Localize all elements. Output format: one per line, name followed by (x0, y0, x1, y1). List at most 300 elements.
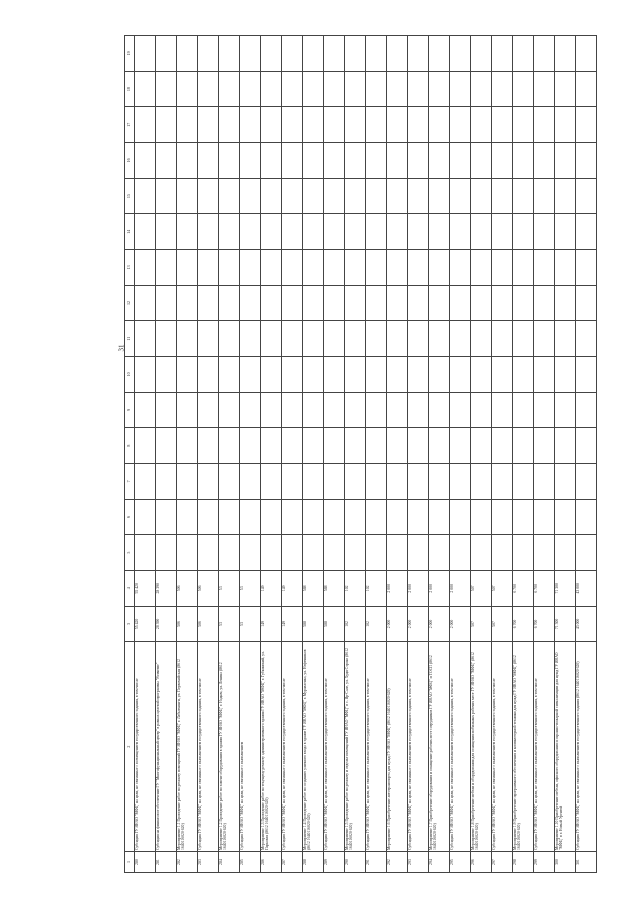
empty-cell (576, 285, 597, 321)
empty-cell (303, 463, 324, 499)
empty-cell (387, 71, 408, 107)
empty-cell (450, 250, 471, 286)
empty-cell (450, 463, 471, 499)
empty-cell (555, 499, 576, 535)
value-cell: 507 (492, 606, 513, 642)
row-description-cell: Мероприятие 1.1 Проведение работ по ремонту помещений ГУ ЯНАО "МФЦ" г. Лабытнанги, ул. Первомайская (8612 1640116020 620) (177, 642, 198, 852)
empty-cell (513, 428, 534, 464)
empty-cell (408, 107, 429, 143)
empty-cell (387, 392, 408, 428)
value-cell: 53 (219, 570, 240, 606)
empty-cell (429, 36, 450, 72)
empty-cell (135, 285, 156, 321)
empty-cell (240, 214, 261, 250)
empty-cell (576, 392, 597, 428)
empty-cell (450, 214, 471, 250)
table-row (345, 36, 366, 873)
empty-cell (261, 143, 282, 179)
table-body (125, 36, 597, 873)
empty-cell (219, 285, 240, 321)
row-number-cell: 301 (576, 852, 597, 873)
empty-cell (429, 107, 450, 143)
empty-cell (408, 250, 429, 286)
empty-cell (555, 392, 576, 428)
empty-cell (219, 107, 240, 143)
empty-cell (282, 392, 303, 428)
empty-cell (366, 463, 387, 499)
value-cell: 588 (324, 570, 345, 606)
empty-cell (471, 71, 492, 107)
empty-cell (177, 535, 198, 571)
empty-cell (303, 250, 324, 286)
empty-cell (366, 428, 387, 464)
empty-cell (177, 499, 198, 535)
row-description-cell: Субсидия ГУ ЯНАО "МФЦ" на цели, не связанные с выполнением государственного задания, в том числе (198, 642, 219, 852)
empty-cell (198, 463, 219, 499)
empty-cell (303, 178, 324, 214)
empty-cell (492, 392, 513, 428)
row-description-cell: Мероприятие 1.2 Проведение работ по замене оборудования в здании ГУ ЯНАО "МФЦ" г. Надым, ул. Ленина (8612 1640116020 620) (219, 642, 240, 852)
empty-cell (261, 428, 282, 464)
empty-cell (492, 499, 513, 535)
empty-cell (471, 250, 492, 286)
empty-cell (303, 107, 324, 143)
empty-cell (345, 357, 366, 393)
empty-cell (429, 428, 450, 464)
empty-cell (303, 71, 324, 107)
empty-cell (429, 214, 450, 250)
empty-cell (324, 357, 345, 393)
empty-cell (345, 499, 366, 535)
value-cell: 2 000 (429, 570, 450, 606)
empty-cell (366, 392, 387, 428)
empty-cell (534, 428, 555, 464)
header-cell: 19 (125, 36, 135, 72)
empty-cell (261, 463, 282, 499)
empty-cell (156, 285, 177, 321)
empty-cell (555, 214, 576, 250)
empty-cell (492, 285, 513, 321)
empty-cell (156, 321, 177, 357)
empty-cell (135, 36, 156, 72)
empty-cell (513, 535, 534, 571)
empty-cell (345, 285, 366, 321)
row-description-cell: Субсидия ГУ ЯНАО "МФЦ" на цели, не связанные с выполнением государственного задания, в том числе (534, 642, 555, 852)
empty-cell (177, 321, 198, 357)
value-cell: 102 (345, 606, 366, 642)
empty-cell (324, 36, 345, 72)
empty-cell (429, 178, 450, 214)
row-number-cell: 295 (450, 852, 471, 873)
header-cell: 9 (125, 392, 135, 428)
empty-cell (135, 499, 156, 535)
empty-cell (135, 321, 156, 357)
empty-cell (387, 178, 408, 214)
row-description-cell: Мероприятие 1.3 Проведение работ по текущему ремонту административного здания ГУ ЯНАО "МФЦ" г. Губкинский, ул. Парковая (8612 1640116020 620) (261, 642, 282, 852)
empty-cell (303, 285, 324, 321)
empty-cell (324, 428, 345, 464)
value-cell: 588 (324, 606, 345, 642)
empty-cell (324, 71, 345, 107)
empty-cell (471, 214, 492, 250)
empty-cell (408, 357, 429, 393)
empty-cell (240, 321, 261, 357)
empty-cell (366, 214, 387, 250)
empty-cell (198, 36, 219, 72)
empty-cell (387, 107, 408, 143)
empty-cell (303, 535, 324, 571)
empty-cell (408, 392, 429, 428)
empty-cell (366, 143, 387, 179)
empty-cell (471, 178, 492, 214)
empty-cell (177, 71, 198, 107)
empty-cell (408, 178, 429, 214)
empty-cell (387, 36, 408, 72)
empty-cell (513, 178, 534, 214)
value-cell: 506 (198, 606, 219, 642)
empty-cell (324, 214, 345, 250)
empty-cell (219, 463, 240, 499)
empty-cell (450, 71, 471, 107)
empty-cell (576, 428, 597, 464)
empty-cell (513, 214, 534, 250)
empty-cell (471, 36, 492, 72)
empty-cell (450, 143, 471, 179)
empty-cell (576, 178, 597, 214)
empty-cell (534, 285, 555, 321)
row-number-cell: 285 (240, 852, 261, 873)
empty-cell (156, 143, 177, 179)
table-row (366, 36, 387, 873)
empty-cell (534, 214, 555, 250)
empty-cell (282, 499, 303, 535)
table-row (513, 36, 534, 873)
empty-cell (387, 535, 408, 571)
empty-cell (324, 143, 345, 179)
row-number-cell: 284 (219, 852, 240, 873)
empty-cell (324, 535, 345, 571)
empty-cell (261, 392, 282, 428)
empty-cell (366, 499, 387, 535)
value-cell: 506 (177, 606, 198, 642)
empty-cell (198, 214, 219, 250)
empty-cell (219, 250, 240, 286)
empty-cell (513, 36, 534, 72)
empty-cell (282, 178, 303, 214)
header-cell: 6 (125, 499, 135, 535)
empty-cell (345, 36, 366, 72)
empty-cell (387, 250, 408, 286)
value-cell: 53 (240, 570, 261, 606)
table-row (282, 36, 303, 873)
value-cell: 2 000 (408, 570, 429, 606)
empty-cell (534, 36, 555, 72)
empty-cell (576, 357, 597, 393)
row-number-cell: 291 (366, 852, 387, 873)
empty-cell (240, 107, 261, 143)
empty-cell (135, 178, 156, 214)
row-number-cell: 298 (513, 852, 534, 873)
empty-cell (555, 321, 576, 357)
value-cell: 588 (303, 570, 324, 606)
empty-cell (156, 499, 177, 535)
empty-cell (156, 392, 177, 428)
empty-cell (219, 392, 240, 428)
empty-cell (387, 143, 408, 179)
empty-cell (261, 535, 282, 571)
header-cell: 5 (125, 535, 135, 571)
empty-cell (156, 428, 177, 464)
empty-cell (303, 357, 324, 393)
empty-cell (513, 285, 534, 321)
empty-cell (282, 535, 303, 571)
empty-cell (534, 321, 555, 357)
value-cell: 2 000 (387, 606, 408, 642)
empty-cell (534, 71, 555, 107)
empty-cell (555, 107, 576, 143)
empty-cell (576, 36, 597, 72)
empty-cell (282, 463, 303, 499)
empty-cell (240, 428, 261, 464)
empty-cell (156, 535, 177, 571)
header-cell: 3 (125, 606, 135, 642)
header-cell: 8 (125, 428, 135, 464)
row-description-cell: Мероприятие 1.9 Приобретение программного обеспечения и компьютерной техники для нужд ГУ ЯНАО "МФЦ" (8612 1640116020 620) (513, 642, 534, 852)
row-number-cell: 290 (345, 852, 366, 873)
empty-cell (177, 214, 198, 250)
empty-cell (240, 36, 261, 72)
empty-cell (198, 392, 219, 428)
table-row (303, 36, 324, 873)
empty-cell (429, 321, 450, 357)
empty-cell (450, 321, 471, 357)
empty-cell (513, 499, 534, 535)
empty-cell (240, 392, 261, 428)
empty-cell (198, 250, 219, 286)
empty-cell (177, 178, 198, 214)
empty-cell (387, 285, 408, 321)
value-cell: 149 (261, 606, 282, 642)
value-cell: 71 300 (555, 570, 576, 606)
empty-cell (534, 357, 555, 393)
empty-cell (513, 321, 534, 357)
empty-cell (555, 463, 576, 499)
empty-cell (450, 285, 471, 321)
empty-cell (492, 321, 513, 357)
value-cell: 2 000 (450, 570, 471, 606)
empty-cell (135, 143, 156, 179)
row-number-cell: 283 (198, 852, 219, 873)
empty-cell (576, 143, 597, 179)
empty-cell (219, 71, 240, 107)
empty-cell (345, 392, 366, 428)
table-row (198, 36, 219, 873)
empty-cell (345, 250, 366, 286)
empty-cell (576, 499, 597, 535)
header-cell: 18 (125, 71, 135, 107)
row-description-cell: Субсидия на финансовое обеспечение ГУ "Многофункциональный центр" в рамках целевой программы "Развитие" (156, 642, 177, 852)
empty-cell (492, 463, 513, 499)
empty-cell (450, 499, 471, 535)
header-cell: 12 (125, 285, 135, 321)
row-number-cell: 293 (408, 852, 429, 873)
header-cell: 13 (125, 250, 135, 286)
table-row (555, 36, 576, 873)
empty-cell (387, 463, 408, 499)
empty-cell (240, 250, 261, 286)
empty-cell (135, 107, 156, 143)
empty-cell (513, 463, 534, 499)
empty-cell (345, 321, 366, 357)
empty-cell (492, 535, 513, 571)
empty-cell (219, 428, 240, 464)
empty-cell (324, 499, 345, 535)
empty-cell (282, 428, 303, 464)
empty-cell (177, 463, 198, 499)
empty-cell (324, 178, 345, 214)
header-cell: 4 (125, 570, 135, 606)
empty-cell (219, 535, 240, 571)
empty-cell (471, 143, 492, 179)
empty-cell (282, 285, 303, 321)
empty-cell (219, 143, 240, 179)
empty-cell (198, 357, 219, 393)
empty-cell (471, 428, 492, 464)
empty-cell (261, 214, 282, 250)
empty-cell (534, 178, 555, 214)
value-cell: 149 (282, 570, 303, 606)
row-number-cell: 292 (387, 852, 408, 873)
empty-cell (492, 36, 513, 72)
empty-cell (303, 214, 324, 250)
row-description-cell: Мероприятие 1.5 Проведение работ по ремонту и отделке помещений ГУ ЯНАО "МФЦ" в с. Яр-Сале, ул. Худи Сэроко (8612 1640116020 620) (345, 642, 366, 852)
empty-cell (387, 499, 408, 535)
table-row (324, 36, 345, 873)
empty-cell (471, 499, 492, 535)
empty-cell (198, 285, 219, 321)
empty-cell (576, 250, 597, 286)
empty-cell (345, 535, 366, 571)
empty-cell (576, 321, 597, 357)
empty-cell (345, 71, 366, 107)
value-cell: 102 (366, 606, 387, 642)
empty-cell (282, 357, 303, 393)
table-row (219, 36, 240, 873)
empty-cell (366, 285, 387, 321)
empty-cell (324, 250, 345, 286)
empty-cell (534, 250, 555, 286)
empty-cell (513, 71, 534, 107)
empty-cell (408, 463, 429, 499)
empty-cell (408, 535, 429, 571)
empty-cell (555, 535, 576, 571)
empty-cell (177, 428, 198, 464)
value-cell: 2 000 (429, 606, 450, 642)
value-cell: 28 390 (156, 570, 177, 606)
empty-cell (240, 535, 261, 571)
empty-cell (429, 285, 450, 321)
empty-cell (492, 107, 513, 143)
empty-cell (366, 178, 387, 214)
empty-cell (408, 499, 429, 535)
empty-cell (303, 36, 324, 72)
empty-cell (387, 428, 408, 464)
empty-cell (303, 499, 324, 535)
empty-cell (261, 321, 282, 357)
empty-cell (471, 463, 492, 499)
value-cell: 55 420 (135, 570, 156, 606)
empty-cell (450, 428, 471, 464)
table-row (408, 36, 429, 873)
empty-cell (429, 535, 450, 571)
empty-cell (198, 143, 219, 179)
row-description-cell: Субсидия ГУ ЯНАО "МФЦ" на цели, не связанные с выполнением государственного задания, в том числе (324, 642, 345, 852)
value-cell: 506 (198, 570, 219, 606)
value-cell: 507 (471, 570, 492, 606)
empty-cell (240, 357, 261, 393)
table-row (492, 36, 513, 873)
header-cell: 16 (125, 143, 135, 179)
empty-cell (555, 178, 576, 214)
empty-cell (555, 36, 576, 72)
empty-cell (555, 357, 576, 393)
empty-cell (261, 36, 282, 72)
table-row (261, 36, 282, 873)
value-cell: 53 (240, 606, 261, 642)
empty-cell (156, 36, 177, 72)
empty-cell (345, 428, 366, 464)
row-description-cell: Субсидия ГУ ЯНАО "МФЦ" на цели, не связанные с выполнением государственного задания, в том числе (408, 642, 429, 852)
empty-cell (513, 250, 534, 286)
empty-cell (324, 463, 345, 499)
empty-cell (576, 107, 597, 143)
row-description-cell: Субсидия ГУ ЯНАО "МФЦ" на цели, не связанные с выполнением государственного задания (8612 1640116020 620) (576, 642, 597, 852)
empty-cell (282, 36, 303, 72)
empty-cell (408, 143, 429, 179)
empty-cell (492, 357, 513, 393)
empty-cell (513, 357, 534, 393)
empty-cell (198, 428, 219, 464)
value-cell: 6 700 (513, 606, 534, 642)
row-description-cell: Субсидия ГУ ЯНАО "МФЦ" на цели, не связанные с выполнением государственного задания, в том числе (450, 642, 471, 852)
empty-cell (492, 250, 513, 286)
header-cell: 17 (125, 107, 135, 143)
page-number: 31 (117, 344, 126, 352)
empty-cell (135, 214, 156, 250)
row-description-cell: Мероприятие 1.8 Приобретение мебели и оборудования для оснащения мобильных рабочих мест ГУ ЯНАО "МФЦ" (8612 1640116020 620) (471, 642, 492, 852)
empty-cell (471, 535, 492, 571)
empty-cell (429, 357, 450, 393)
value-cell: 506 (177, 570, 198, 606)
row-number-cell: 296 (471, 852, 492, 873)
empty-cell (345, 143, 366, 179)
value-cell: 71 300 (555, 606, 576, 642)
empty-cell (471, 321, 492, 357)
empty-cell (324, 321, 345, 357)
empty-cell (366, 107, 387, 143)
empty-cell (534, 499, 555, 535)
empty-cell (135, 428, 156, 464)
empty-cell (429, 463, 450, 499)
empty-cell (345, 214, 366, 250)
empty-cell (324, 392, 345, 428)
row-description-cell: Мероприятие 1.4 Проведение работ по созданию уличного входа в здание ГУ ЯНАО "МФЦ" г. Муравленко, ул. Нефтяников (8612 1640116020 620) (303, 642, 324, 852)
empty-cell (177, 285, 198, 321)
empty-cell (450, 357, 471, 393)
row-number-cell: 282 (177, 852, 198, 873)
empty-cell (282, 250, 303, 286)
row-number-cell: 297 (492, 852, 513, 873)
